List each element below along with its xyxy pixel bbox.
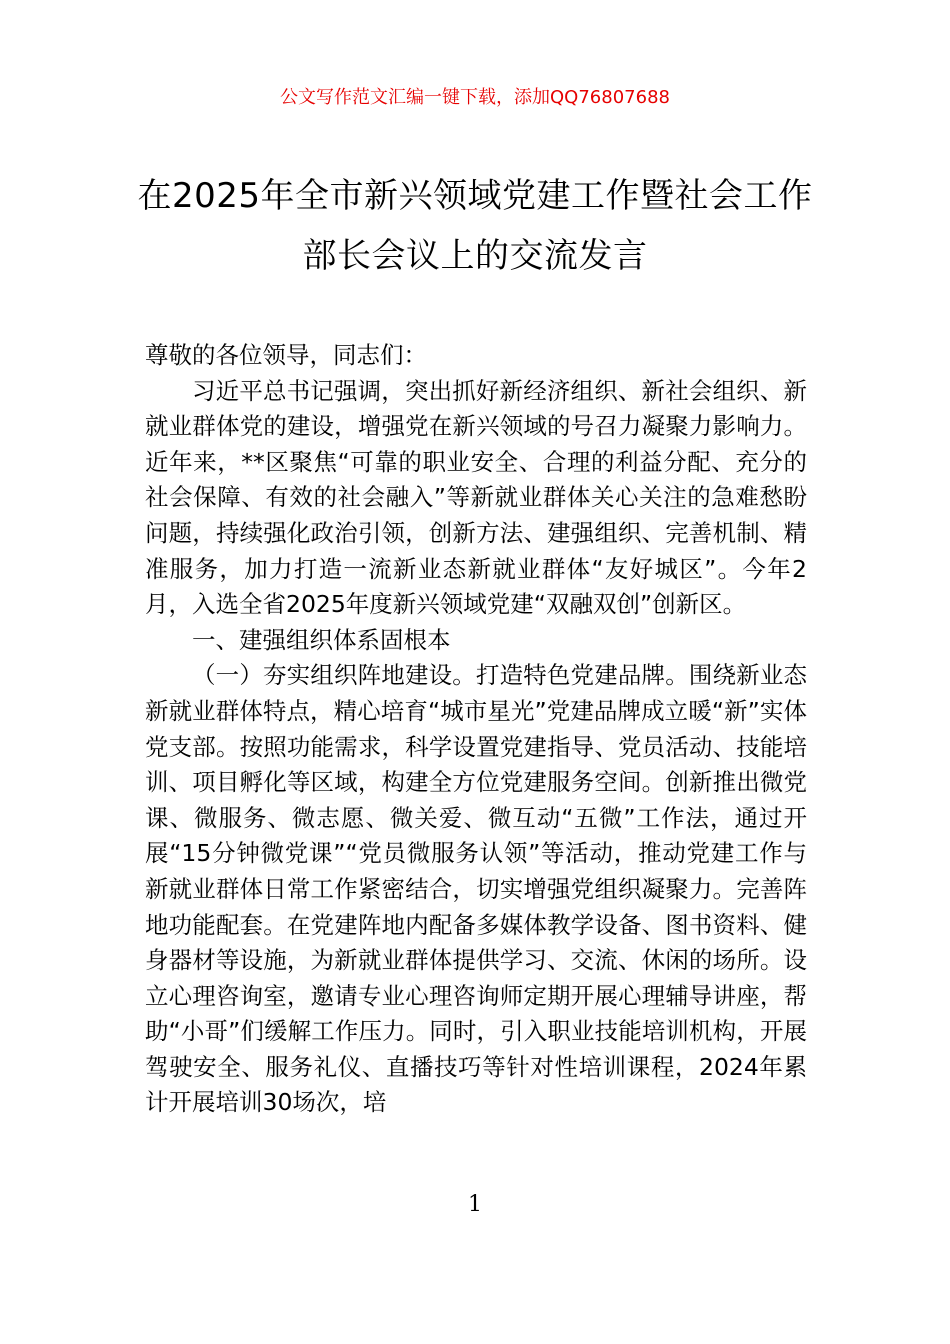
document-body (145, 338, 807, 1121)
page-number: 1 (468, 1192, 482, 1217)
section-heading: 一、建强组织体系固根本 (192, 625, 451, 654)
subsection-paragraph: （一）夯实组织阵地建设。打造特色党建品牌。围绕新业态新就业群体特点，精心培育“城市星光”党建品牌成立暖“新”实体党支部。按照功能需求，科学设置党建指导、党员活动、技能培训、项目孵化等区域，构建全方位党建服务空间。创新推出微党课、微服务、微志愿、微关爱、微互动“五微”工作法，通过开展“15分钟微党课”“党员微服务认领”等活动，推动党建工作与新就业群体日常工作紧密结合，切实增强党组织凝聚力。完善阵地功能配套。在党建阵地内配备多媒体教学设备、图书资料、健身器材等设施，为新就业群体提供学习、交流、休闲的场所。设立心理咨询室，邀请专业心理咨询师定期开展心理辅导讲座，帮助“小哥”们缓解工作压力。同时，引入职业技能培训机构，开展驾驶安全、服务礼仪、直播技巧等针对性培训课程，2024年累计开展培训30场次，培 (145, 661, 807, 1117)
document-title: 在2025年全市新兴领域党建工作暨社会工作部长会议上的交流发言 (137, 176, 813, 276)
download-banner: 公文写作范文汇编一键下载，添加QQ76807688 (280, 87, 670, 108)
intro-paragraph: 习近平总书记强调，突出抓好新经济组织、新社会组织、新就业群体党的建设，增强党在新兴领域的号召力凝聚力影响力。近年来，**区聚焦“可靠的职业安全、合理的利益分配、充分的社会保障、有效的社会融入”等新就业群体关心关注的急难愁盼问题，持续强化政治引领，创新方法、建强组织、完善机制、精准服务，加力打造一流新业态新就业群体“友好城区”。今年2月，入选全省2025年度新兴领域党建“双融双创”创新区。 (145, 376, 807, 619)
salutation: 尊敬的各位领导，同志们： (145, 341, 427, 369)
